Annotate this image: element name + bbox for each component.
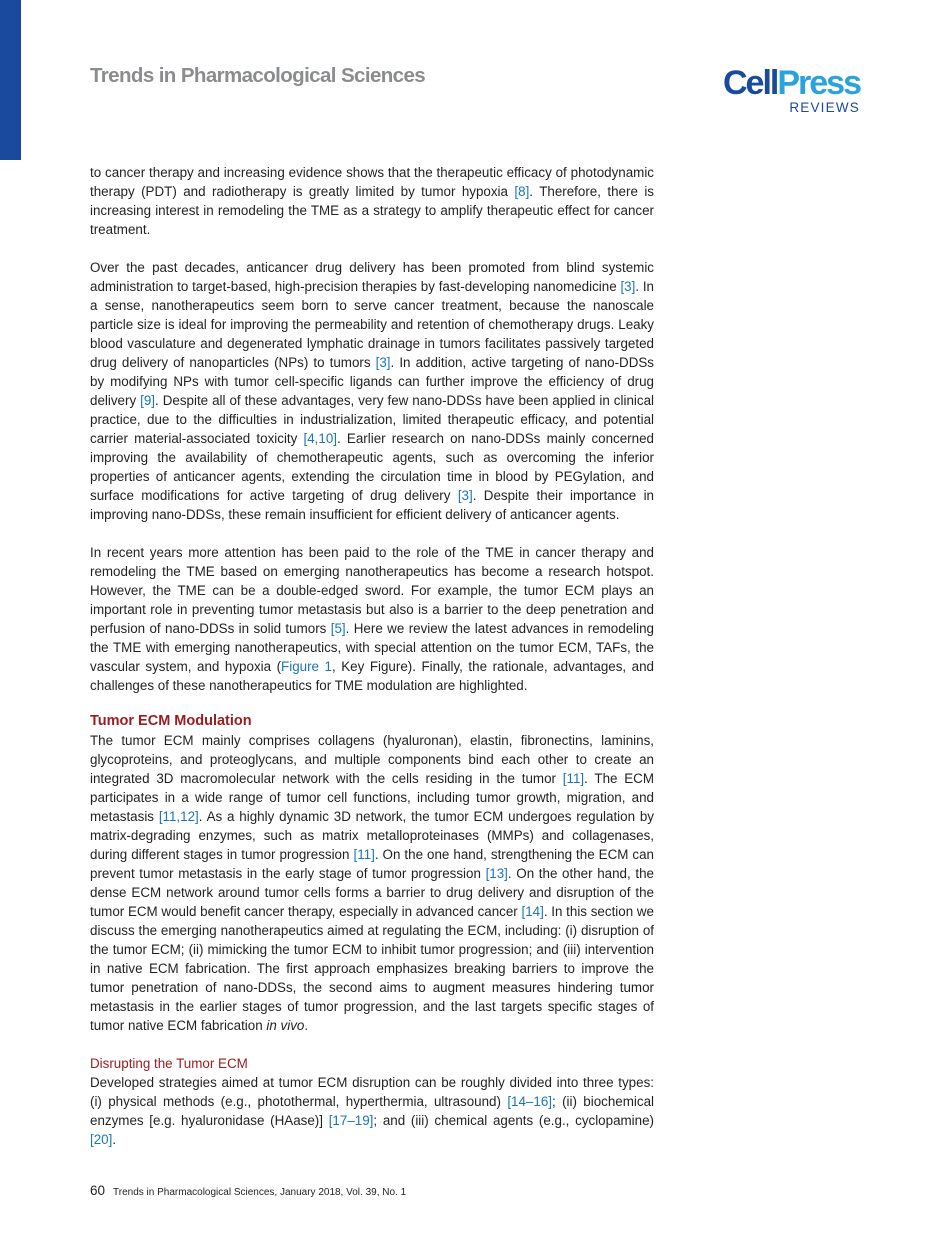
citation-link[interactable]: [17–19] [328, 1113, 374, 1128]
citation-link[interactable]: [9] [140, 393, 156, 408]
citation-link[interactable]: [13] [485, 866, 508, 881]
section-heading: Tumor ECM Modulation [90, 713, 252, 729]
text: . Here we review the latest advances in remodeling the TME with emerging nanotherapeutics, with special attention on the tumor ECM, TAFs, the vascular system, and hypoxia ( [90, 621, 654, 674]
paragraph-2 [90, 258, 654, 524]
citation-link[interactable]: [11] [562, 771, 585, 786]
text: . Earlier research on nano-DDSs mainly concerned improving the availability of chemotherapeutic agents, such as overcoming the inferior properties of anticancer agents, extending the circulation time in blood by PEGylation, and surface modifications for active targeting of drug delivery [90, 431, 654, 503]
text: ; (ii) biochemical enzymes [e.g. hyaluronidase (HAase)] [90, 1094, 654, 1128]
text: . In addition, active targeting of nano-DDSs by modifying NPs with tumor cell-specific ligands can further improve the efficiency of drug delivery [90, 355, 654, 408]
citation-link[interactable]: [11,12] [158, 809, 199, 824]
text: In recent years more attention has been paid to the role of the TME in cancer therapy and remodeling the TME based on emerging nanotherapeutics has become a research hotspot. However, the TME can be a double-edged sword. For example, the tumor ECM plays an important role in preventing tumor metastasis but also is a barrier to the deep penetration and perfusion of nano-DDSs in solid tumors [90, 545, 654, 636]
journal-title: Trends in Pharmacological Sciences [90, 64, 426, 87]
text: Over the past decades, anticancer drug delivery has been promoted from blind systemic administration to target-based, high-precision therapies by fast-developing nanomedicine [90, 260, 654, 294]
text: . In this section we discuss the emerging nanotherapeutics aimed at regulating the ECM, including: (i) disruption of the tumor ECM; (ii) mimicking the tumor ECM to inhibit tumor progression; and (iii) intervention in native ECM fabrication. The first approach emphasizes breaking barriers to improve the tumor penetration of nano-DDSs, the second aims to augment measures hindering tumor metastasis in the earlier stages of tumor progression, and the last targets specific stages of tumor native ECM fabrication [90, 904, 654, 1033]
citation-link[interactable]: [3] [457, 488, 473, 503]
citation-link[interactable]: [14] [521, 904, 544, 919]
text: . Despite their importance in improving nano-DDSs, these remain insufficient for efficient delivery of anticancer agents. [90, 488, 654, 522]
citation-link[interactable]: [14–16] [507, 1094, 552, 1109]
text: . On the other hand, the dense ECM network around tumor cells forms a barrier to drug delivery and disruption of the tumor ECM would benefit cancer therapy, especially in advanced cancer [90, 866, 654, 919]
paragraph-4 [90, 731, 654, 1035]
citation-link[interactable]: [4,10] [303, 431, 338, 446]
footer-citation: Trends in Pharmacological Sciences, January 2018, Vol. 39, No. 1 [113, 1187, 407, 1198]
text: ; and (iii) chemical agents (e.g., cyclopamine) [373, 1113, 655, 1128]
text: The tumor ECM mainly comprises collagens (hyaluronan), elastin, fibronectins, laminins, glycoproteins, and proteoglycans, and multiple components bind each other to create an integrated 3D macromolecular network with the cells residing in the tumor [90, 733, 654, 786]
text: to cancer therapy and increasing evidence shows that the therapeutic efficacy of photodynamic therapy (PDT) and radiotherapy is greatly limited by tumor hypoxia [90, 165, 654, 199]
logo-reviews-text: REVIEWS [789, 100, 860, 115]
text: , Key Figure). Finally, the rationale, advantages, and challenges of these nanotherapeutics for TME modulation are highlighted. [90, 659, 655, 693]
text: Developed strategies aimed at tumor ECM disruption can be roughly divided into three types: (i) physical methods (e.g., photothermal, hyperthermia, ultrasound) [90, 1075, 654, 1109]
text: . On the one hand, strengthening the ECM can prevent tumor metastasis in the early stage of tumor progression [90, 847, 655, 881]
citation-link[interactable]: [3] [620, 279, 636, 294]
citation-link[interactable]: [5] [330, 621, 346, 636]
paragraph-5 [90, 1073, 654, 1149]
cellpress-logo[interactable] [714, 66, 860, 115]
text: . As a highly dynamic 3D network, the tumor ECM undergoes regulation by matrix-degrading enzymes, such as matrix metalloproteinases (MMPs) and collagenases, during different stages in tumor progression [90, 809, 654, 862]
text: . [112, 1132, 117, 1147]
logo-press-text: Press [777, 64, 860, 102]
text: . [304, 1018, 309, 1033]
citation-link[interactable]: [20] [90, 1132, 113, 1147]
paragraph-3 [90, 543, 654, 695]
paragraph-1 [90, 163, 654, 239]
journal-color-bar [0, 0, 21, 160]
page-number: 60 [90, 1183, 106, 1198]
text: . In a sense, nanotherapeutics seem born to serve cancer treatment, because the nanoscale particle size is ideal for improving the permeability and retention of chemotherapy drugs. Leaky blood vasculature and degenerated lymphatic drainage in tumors facilitates passively targeted drug delivery of nanoparticles (NPs) to tumors [90, 279, 655, 370]
page-footer [90, 1183, 406, 1198]
text: . Therefore, there is increasing interest in remodeling the TME as a strategy to amplify therapeutic effect for cancer treatment. [90, 184, 654, 237]
italic-text: in vivo [266, 1018, 305, 1033]
citation-link[interactable]: [3] [375, 355, 391, 370]
text: . The ECM participates in a wide range of tumor cell functions, including tumor growth, migration, and metastasis [90, 771, 654, 824]
citation-link[interactable]: [8] [514, 184, 530, 199]
subsection-heading: Disrupting the Tumor ECM [90, 1056, 248, 1071]
logo-cell-text: Cell [723, 64, 778, 102]
article-body [90, 163, 654, 1149]
figure-link[interactable]: Figure 1 [281, 659, 332, 674]
citation-link[interactable]: [11] [353, 847, 375, 862]
text: . Despite all of these advantages, very few nano-DDSs have been applied in clinical practice, due to the difficulties in industrialization, limited therapeutic efficacy, and potential carrier material-associated toxicity [90, 393, 654, 446]
